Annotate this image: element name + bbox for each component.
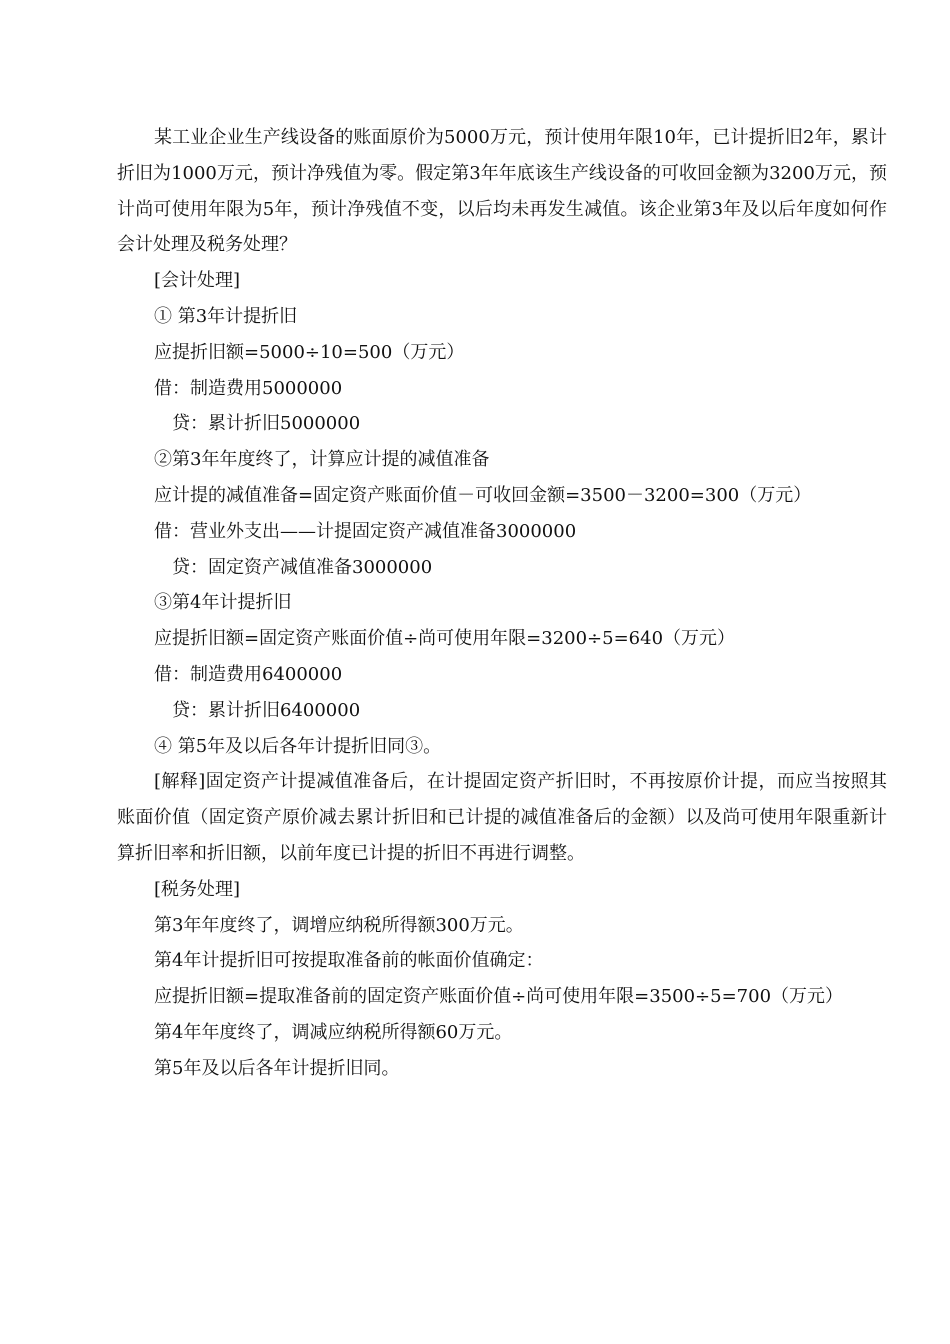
explanation-paragraph: [解释]固定资产计提减值准备后，在计提固定资产折旧时，不再按原价计提，而应当按照其账面价值（固定资产原价减去累计折旧和已计提的减值准备后的金额）以及尚可使用年限重新计算折旧率和折旧额，以前年度已计提的折旧不再进行调整。 xyxy=(117,771,887,864)
accounting-line: 贷：固定资产减值准备3000000 xyxy=(172,556,433,578)
accounting-line: 贷：累计折旧5000000 xyxy=(172,413,361,435)
accounting-heading: [会计处理] xyxy=(154,270,241,292)
accounting-line: ③第4年计提折旧 xyxy=(154,592,292,614)
intro-paragraph: 某工业企业生产线设备的账面原价为5000万元，预计使用年限10年，已计提折旧2年，累计折旧为1000万元，预计净残值为零。假定第3年年底该生产线设备的可收回金额为3200万元，预计尚可使用年限为5年，预计净残值不变，以后均未再发生减值。该企业第3年及以后年度如何作会计处理及税务处理？ xyxy=(117,127,887,256)
accounting-line: ① 第3年计提折旧 xyxy=(154,305,298,327)
accounting-line: 借：制造费用6400000 xyxy=(154,663,343,685)
accounting-line: 借：制造费用5000000 xyxy=(154,377,343,399)
accounting-line: 贷：累计折旧6400000 xyxy=(172,699,361,721)
accounting-line: ④ 第5年及以后各年计提折旧同③。 xyxy=(154,735,442,757)
tax-line: 第4年计提折旧可按提取准备前的帐面价值确定： xyxy=(154,950,544,972)
accounting-line: 应计提的减值准备=固定资产账面价值－可收回金额=3500－3200=300（万元） xyxy=(154,484,812,506)
accounting-line: 应提折旧额=5000÷10=500（万元） xyxy=(154,341,465,363)
tax-line: 第3年年度终了，调增应纳税所得额300万元。 xyxy=(154,914,524,936)
tax-line: 第5年及以后各年计提折旧同。 xyxy=(154,1057,400,1079)
accounting-line: 应提折旧额=固定资产账面价值÷尚可使用年限=3200÷5=640（万元） xyxy=(154,628,736,650)
document-page xyxy=(117,120,887,1087)
tax-heading: [税务处理] xyxy=(154,878,241,900)
tax-line: 应提折旧额=提取准备前的固定资产账面价值÷尚可使用年限=3500÷5=700（万元） xyxy=(154,986,844,1008)
accounting-line: 借：营业外支出——计提固定资产减值准备3000000 xyxy=(154,520,577,542)
tax-line: 第4年年度终了，调减应纳税所得额60万元。 xyxy=(154,1021,513,1043)
accounting-line: ②第3年年度终了，计算应计提的减值准备 xyxy=(154,449,490,471)
